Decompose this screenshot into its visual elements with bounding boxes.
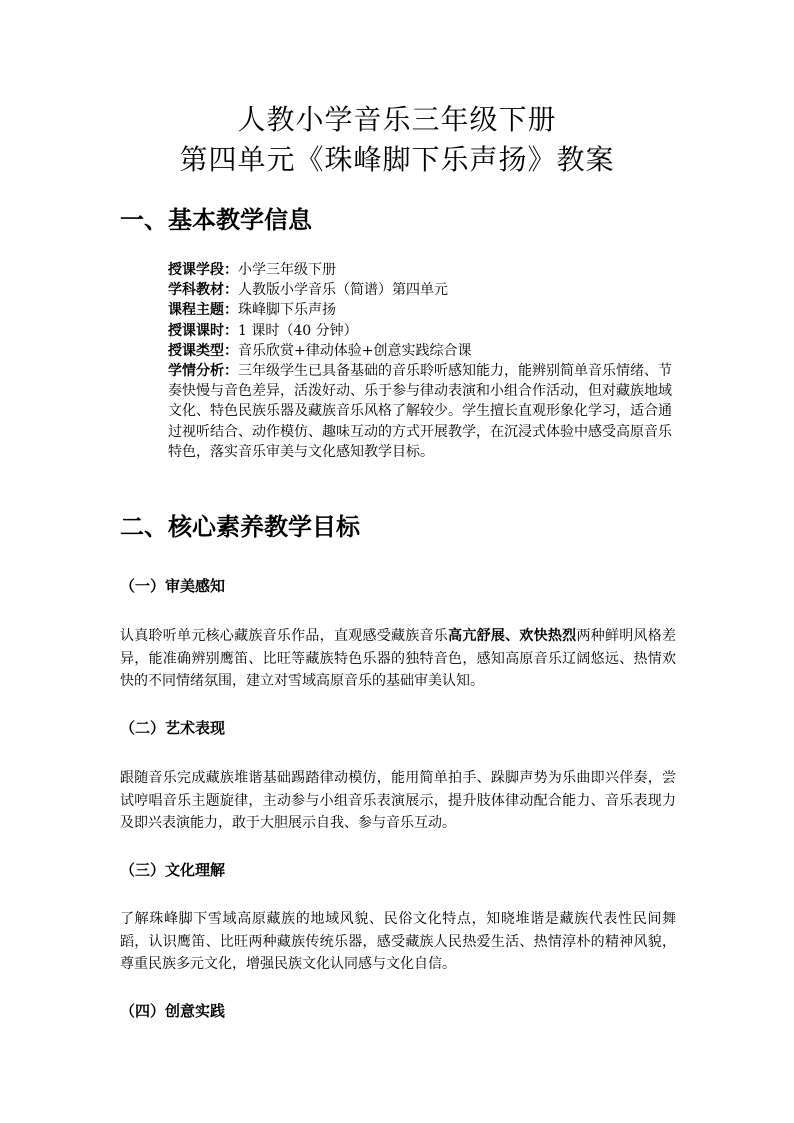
subsection-creative-heading: （四）创意实践 <box>120 1002 226 1020</box>
info-value: 1 课时（40 分钟） <box>238 322 358 339</box>
info-row-hours <box>168 321 678 341</box>
info-row-topic <box>168 300 678 320</box>
info-label: 授课课时： <box>168 322 238 339</box>
subsection-aesthetic-text <box>120 625 676 693</box>
text-segment: 两种鲜明风格差异，能准确辨别鹰笛、比旺等藏族特色乐器的独特音色，感知高原音乐辽阔悠远、热情欢快的不同情绪氛围，建立对雪域高原音乐的基础审美认知。 <box>120 628 677 689</box>
info-value: 小学三年级下册 <box>238 262 336 278</box>
info-value: 音乐欣赏+律动体验+创意实践综合课 <box>238 342 472 359</box>
info-value: 三年级学生已具备基础的音乐聆听感知能力，能辨别简单音乐情绪、节奏快慢与音色差异，活泼好动、乐于参与律动表演和小组合作活动，但对藏族地域文化、特色民族乐器及藏族音乐风格了解较少。学生擅长直观形象化学习，适合通过视听结合、动作模仿、趣味互动的方式开展教学，在沉浸式体验中感受高原音乐特色，落实音乐审美与文化感知教学目标。 <box>168 363 672 460</box>
document-title-line1: 人教小学音乐三年级下册 <box>237 103 557 136</box>
text-emphasis: 高亢舒展、欢快热烈 <box>448 628 577 644</box>
section1-heading: 一、基本教学信息 <box>120 206 312 234</box>
info-row-analysis <box>168 361 678 462</box>
text-segment: 认真聆听单元核心藏族音乐作品，直观感受藏族音乐 <box>120 628 449 644</box>
subsection-artistic-heading: （二）艺术表现 <box>120 719 226 737</box>
info-label: 学科教材： <box>168 282 238 299</box>
subsection-aesthetic-heading: （一）审美感知 <box>120 577 226 595</box>
info-row-grade <box>168 260 678 280</box>
subsection-artistic-text: 跟随音乐完成藏族堆谐基础踢踏律动模仿，能用简单拍手、跺脚声势为乐曲即兴伴奏，尝试哼唱音乐主题旋律，主动参与小组音乐表演展示，提升肢体律动配合能力、音乐表现力及即兴表演能力，敢于大胆展示自我、参与音乐互动。 <box>120 770 676 831</box>
info-label: 课程主题： <box>168 302 238 319</box>
info-label: 授课类型： <box>168 342 238 359</box>
info-label: 学情分析： <box>168 363 238 380</box>
section2-heading: 二、核心素养教学目标 <box>120 513 360 541</box>
document-title-line2: 第四单元《珠峰脚下乐声扬》教案 <box>179 143 615 176</box>
info-value: 珠峰脚下乐声扬 <box>238 302 336 319</box>
info-value: 人教版小学音乐（简谱）第四单元 <box>238 282 448 299</box>
basic-info-list <box>168 260 678 462</box>
info-label: 授课学段： <box>168 262 238 278</box>
info-row-type <box>168 341 678 361</box>
subsection-culture-text: 了解珠峰脚下雪域高原藏族的地域风貌、民俗文化特点，知晓堆谐是藏族代表性民间舞蹈，认识鹰笛、比旺两种藏族传统乐器，感受藏族人民热爱生活、热情淳朴的精神风貌，尊重民族多元文化，增强民族文化认同感与文化自信。 <box>120 911 676 972</box>
info-row-textbook <box>168 280 678 300</box>
subsection-culture-heading: （三）文化理解 <box>120 861 226 879</box>
